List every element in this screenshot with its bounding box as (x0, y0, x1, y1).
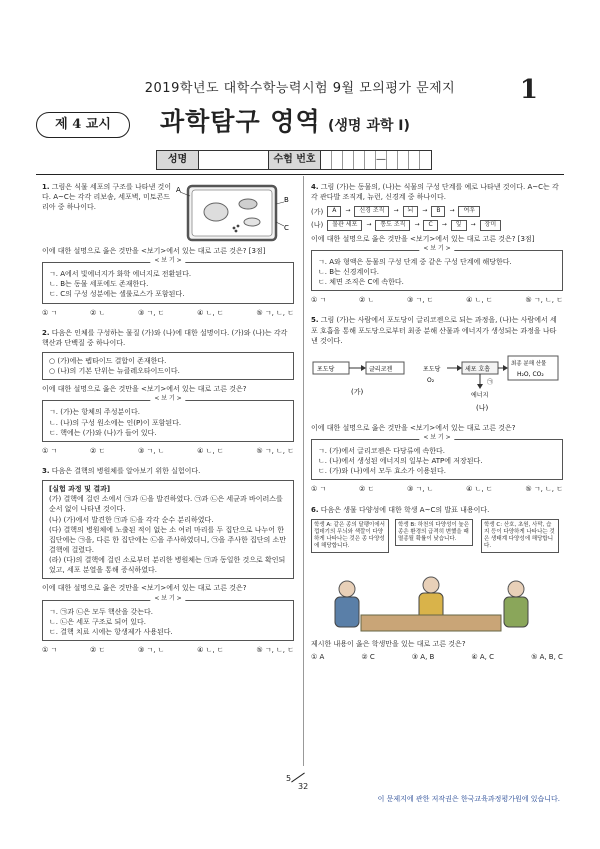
fig-text: 포도당 (423, 365, 441, 373)
speech-bubble-c: 학생 C: 산호, 초원, 사막, 습지 등이 다양하게 나타나는 것은 생태계 다양성에 해당합니다. (481, 519, 559, 554)
option-3[interactable]: ③ ㄱ, ㄷ (137, 308, 165, 317)
bogi-item: ㄷ. 결핵 치료 시에는 항생제가 사용된다. (49, 627, 173, 636)
name-field[interactable] (199, 151, 269, 169)
period-badge: 제 4 교시 (36, 112, 130, 138)
flow-box: 신경 조직 (354, 206, 389, 217)
fig-label-a: (가) (351, 387, 364, 396)
info-box (42, 352, 294, 380)
question-ask: 이에 대한 설명으로 옳은 것만을 <보기>에서 있는 대로 고른 것은? [3점] (42, 247, 266, 255)
bogi-item: ㄱ. ㉠과 ㉡은 모두 핵산을 갖는다. (49, 607, 153, 616)
option-2[interactable]: ② C (361, 652, 375, 661)
page-number: 1 (519, 75, 538, 105)
experiment-box (42, 480, 294, 579)
option-2[interactable]: ② ㄷ (358, 485, 375, 494)
option-4[interactable]: ④ ㄴ, ㄷ (197, 446, 224, 455)
experiment-step: (다) 결핵의 병원체에 노출된 적이 없는 소 여러 마리를 두 집단으로 나누어 한 집단에는 ㉠을, 다른 한 집단에는 ㉡을 주사하였더니, ㉠을 주사한 집단의 소만 결핵에 걸렸다. (49, 525, 287, 554)
question-number: 5. (311, 316, 319, 325)
flow-box: 물관 세포 (327, 220, 362, 231)
bogi-item: ㄱ. A와 형액은 동물의 구성 단계 중 같은 구성 단계에 해당한다. (318, 257, 512, 266)
bogi-item: ㄱ. (가)에서 글리코젠은 다당류에 속한다. (318, 447, 446, 456)
question-ask: 이에 대한 설명으로 옳은 것만을 <보기>에서 있는 대로 고른 것은? (42, 385, 247, 394)
question-stem: 다음은 인체를 구성하는 물질 (가)와 (나)에 대한 설명이다. (가)와 (나)는 각각 핵산과 단백질 중 하나이다. (42, 328, 288, 347)
speech-bubble-a: 학생 A: 같은 종의 달팽이에서 껍데기의 무늬와 색깔이 다양하게 나타나는 것은 종 다양성에 해당합니다. (311, 519, 389, 554)
option-4[interactable]: ④ ㄴ, ㄷ (197, 645, 224, 654)
copyright-notice: 이 문제지에 관한 저작권은 한국교육과정평가원에 있습니다. (377, 795, 560, 803)
question-1 (42, 182, 294, 318)
total-pages: 32 (298, 782, 309, 791)
bogi-item: ㄴ. (나)에서 생성된 에너지의 일부는 ATP에 저장된다. (318, 457, 483, 466)
flow-box: 장미 (480, 220, 502, 231)
right-column (311, 182, 563, 672)
bogi-box (311, 244, 563, 291)
option-2[interactable]: ② ㄷ (89, 645, 106, 654)
question-stem: 다음은 생물 다양성에 대한 학생 A~C의 발표 내용이다. (320, 505, 490, 514)
fig-text: O₂ (427, 376, 435, 384)
question-number: 6. (311, 505, 319, 514)
bogi-item: ㄴ. ㉡은 세포 구조로 되어 있다. (49, 617, 146, 626)
column-separator (303, 176, 304, 766)
left-column (42, 182, 294, 665)
question-ask: 제시한 내용이 옳은 학생만을 있는 대로 고른 것은? (311, 639, 466, 648)
option-3[interactable]: ③ ㄱ, ㄴ (137, 446, 165, 455)
question-stem: 다음은 결핵의 병원체를 알아보기 위한 실험이다. (51, 466, 201, 475)
header-rule (36, 174, 564, 175)
row-label: (가) (311, 207, 324, 216)
question-number: 3. (42, 466, 50, 475)
option-4[interactable]: ④ ㄴ, ㄷ (197, 308, 224, 317)
fig-box: 세포 호흡 (465, 365, 491, 373)
bogi-item: ㄱ. (가)는 항체의 주성분이다. (49, 408, 140, 417)
option-5[interactable]: ⑤ A, B, C (531, 652, 563, 661)
option-1[interactable]: ① ㄱ (42, 446, 58, 455)
flow-box: A (327, 206, 341, 217)
experiment-step: (나) (가)에서 발견한 ㉠과 ㉡을 각각 순수 분리하였다. (49, 515, 214, 524)
fig-box: 포도당 (317, 365, 335, 373)
name-label: 성명 (157, 151, 199, 169)
option-4[interactable]: ④ ㄴ, ㄷ (466, 296, 493, 305)
question-number: 1. (42, 183, 50, 191)
question-2 (42, 328, 294, 456)
flow-box: 뇌 (403, 206, 419, 217)
row-label: (나) (311, 221, 324, 230)
option-1[interactable]: ① ㄱ (311, 485, 327, 494)
flow-box: C (423, 220, 437, 231)
exam-number-cell[interactable] (332, 151, 343, 169)
bogi-item: ㄴ. (나)의 구성 원소에는 인(P)이 포함된다. (49, 418, 182, 427)
question-5 (311, 315, 563, 494)
option-5[interactable]: ⑤ ㄱ, ㄴ, ㄷ (525, 485, 563, 494)
option-3[interactable]: ③ A, B (411, 652, 435, 661)
bogi-tag: < 보 기 > (150, 257, 185, 266)
exam-title: 2019학년도 대학수학능력시험 9월 모의평가 문제지 (144, 81, 456, 96)
exam-number-cell[interactable] (387, 151, 398, 169)
exam-number-cell[interactable] (409, 151, 420, 169)
students-drawing (311, 575, 561, 635)
fig-text: ㉠ (487, 378, 494, 386)
experiment-title: [실험 과정 및 결과] (49, 485, 111, 494)
question-6 (311, 505, 563, 662)
exam-number-cell[interactable] (354, 151, 365, 169)
exam-number-cell[interactable] (420, 151, 431, 169)
option-1[interactable]: ① ㄱ (42, 308, 58, 317)
exam-number-label: 수험 번호 (269, 151, 321, 169)
exam-number-cell[interactable] (343, 151, 354, 169)
speech-bubble-b: 학생 B: 하천의 다양성이 높은 종은 환경의 급격히 변했을 때 멸종될 확률이 낮습니다. (395, 519, 473, 546)
info-item: ○ (나)의 기본 단위는 뉴클레오타이드이다. (49, 367, 180, 376)
subject-subtitle: (생명 과학 I) (328, 118, 410, 134)
question-stem: 그림 (가)는 사람에서 포도당이 글리코젠으로 되는 과정을, (나)는 사람에서 세포 호흡을 통해 포도당으로부터 최종 분해 산물과 에너지가 생성되는 과정을 나타낸 것이다. (311, 316, 557, 345)
question-ask: 이에 대한 설명으로 옳은 것만을 <보기>에서 있는 대로 고른 것은? (42, 584, 247, 593)
fig-label-b: (나) (476, 403, 489, 412)
option-4[interactable]: ④ A, C (471, 652, 495, 661)
answer-options (311, 295, 563, 305)
current-page: 5 (286, 774, 292, 783)
info-item: ○ (가)에는 펩타이드 결합이 존재한다. (49, 356, 167, 365)
exam-number-dash: — (376, 151, 387, 169)
bogi-item: ㄷ. 핵에는 (가)와 (나)가 들어 있다. (49, 428, 157, 437)
option-2[interactable]: ② ㄷ (89, 446, 106, 455)
bogi-tag: < 보 기 > (150, 595, 185, 604)
option-5[interactable]: ⑤ ㄱ, ㄴ, ㄷ (256, 645, 294, 654)
option-3[interactable]: ③ ㄱ, ㄷ (406, 296, 434, 305)
fig-label-c: C (284, 224, 289, 232)
flow-box: 잎 (451, 220, 467, 231)
option-1[interactable]: ① ㄱ (311, 296, 327, 305)
fig-text: 최종 분해 산물 (511, 360, 547, 367)
bogi-item: ㄷ. 체면 조직은 C에 속한다. (318, 278, 404, 287)
fig-box: 글리코젠 (369, 365, 393, 373)
option-3[interactable]: ③ ㄱ, ㄴ (406, 485, 434, 494)
bogi-box (42, 594, 294, 641)
experiment-step: (가) 결핵에 걸린 소에서 ㉠과 ㉡을 발견하였다. ㉠과 ㉡은 세균과 바이러스를 순서 없이 나타낸 것이다. (49, 495, 283, 514)
question-number: 2. (42, 328, 50, 337)
bogi-box (42, 257, 294, 303)
option-5[interactable]: ⑤ ㄱ, ㄴ, ㄷ (256, 308, 294, 317)
subject-title: 과학탐구 영역 (160, 107, 321, 136)
flow-box: 여우 (458, 206, 480, 217)
bogi-item: ㄴ. B는 동물 세포에도 존재한다. (49, 280, 149, 289)
fig-label-b: B (284, 196, 289, 204)
question-ask: 이에 대한 설명으로 옳은 것만을 <보기>에서 있는 대로 고른 것은? (311, 423, 516, 432)
answer-options (42, 446, 294, 456)
fig-text: 에너지 (471, 391, 489, 399)
flow-row-b: (나) 물관 세포 → 통도 조직 → C → 잎 → 장미 (311, 220, 563, 231)
exam-number-cell[interactable] (365, 151, 376, 169)
option-5[interactable]: ⑤ ㄱ, ㄴ, ㄷ (525, 296, 563, 305)
option-2[interactable]: ② ㄴ (358, 296, 375, 305)
option-2[interactable]: ② ㄴ (89, 308, 106, 317)
fig-label-a: A (176, 186, 181, 194)
exam-number-cell[interactable] (321, 151, 332, 169)
bogi-box (42, 395, 294, 441)
answer-options (311, 484, 563, 494)
flow-row-a: (가) A → 신경 조직 → 뇌 → B → 여우 (311, 206, 563, 217)
answer-options (311, 652, 563, 662)
flow-box: 통도 조직 (375, 220, 410, 231)
question-3 (42, 466, 294, 655)
plant-cell-figure (176, 182, 291, 244)
bogi-item: ㄷ. C의 구성 성분에는 셀룰로스가 포함된다. (49, 290, 185, 299)
option-4[interactable]: ④ ㄴ, ㄷ (466, 485, 493, 494)
question-ask: 이에 대한 설명으로 옳은 것만을 <보기>에서 있는 대로 고른 것은? [3점] (311, 234, 535, 243)
bogi-tag: < 보 기 > (419, 245, 454, 254)
option-5[interactable]: ⑤ ㄱ, ㄴ, ㄷ (256, 446, 294, 455)
question-stem: 그림은 식물 세포의 구조를 나타낸 것이다. A~C는 각각 리보솜, 세포벽, 미토콘드리아 중 하나이다. (42, 183, 172, 212)
experiment-step: (라) (다)의 결핵에 걸린 소로부터 분리한 병원체는 ㉠과 동일한 것으로 확인되었고, 세포 분열을 통해 증식하였다. (49, 556, 286, 575)
metabolism-figure (311, 354, 561, 414)
question-4 (311, 182, 563, 305)
fig-text: H₂O, CO₂ (517, 370, 544, 378)
bogi-item: ㄷ. (가)와 (나)에서 모두 효소가 이용된다. (318, 467, 446, 476)
bogi-item: ㄴ. B는 신경계이다. (318, 267, 380, 276)
option-1[interactable]: ① A (311, 652, 325, 661)
flow-box: B (431, 206, 445, 217)
answer-options (42, 645, 294, 655)
answer-options (42, 308, 294, 318)
question-number: 4. (311, 183, 319, 191)
question-stem: 그림 (가)는 동물의, (나)는 식물의 구성 단계를 예로 나타낸 것이다. A~C는 각각 관다발 조직계, 뉴런, 신경계 중 하나이다. (311, 183, 559, 202)
students-illustration (311, 519, 563, 637)
bogi-item: ㄱ. A에서 빛에너지가 화학 에너지로 전환된다. (49, 270, 192, 279)
option-3[interactable]: ③ ㄱ, ㄴ (137, 645, 165, 654)
exam-number-cell[interactable] (398, 151, 409, 169)
identity-bar (156, 150, 432, 170)
option-1[interactable]: ① ㄱ (42, 645, 58, 654)
bogi-tag: < 보 기 > (150, 395, 185, 404)
bogi-tag: < 보 기 > (419, 434, 454, 443)
bogi-box (311, 434, 563, 480)
